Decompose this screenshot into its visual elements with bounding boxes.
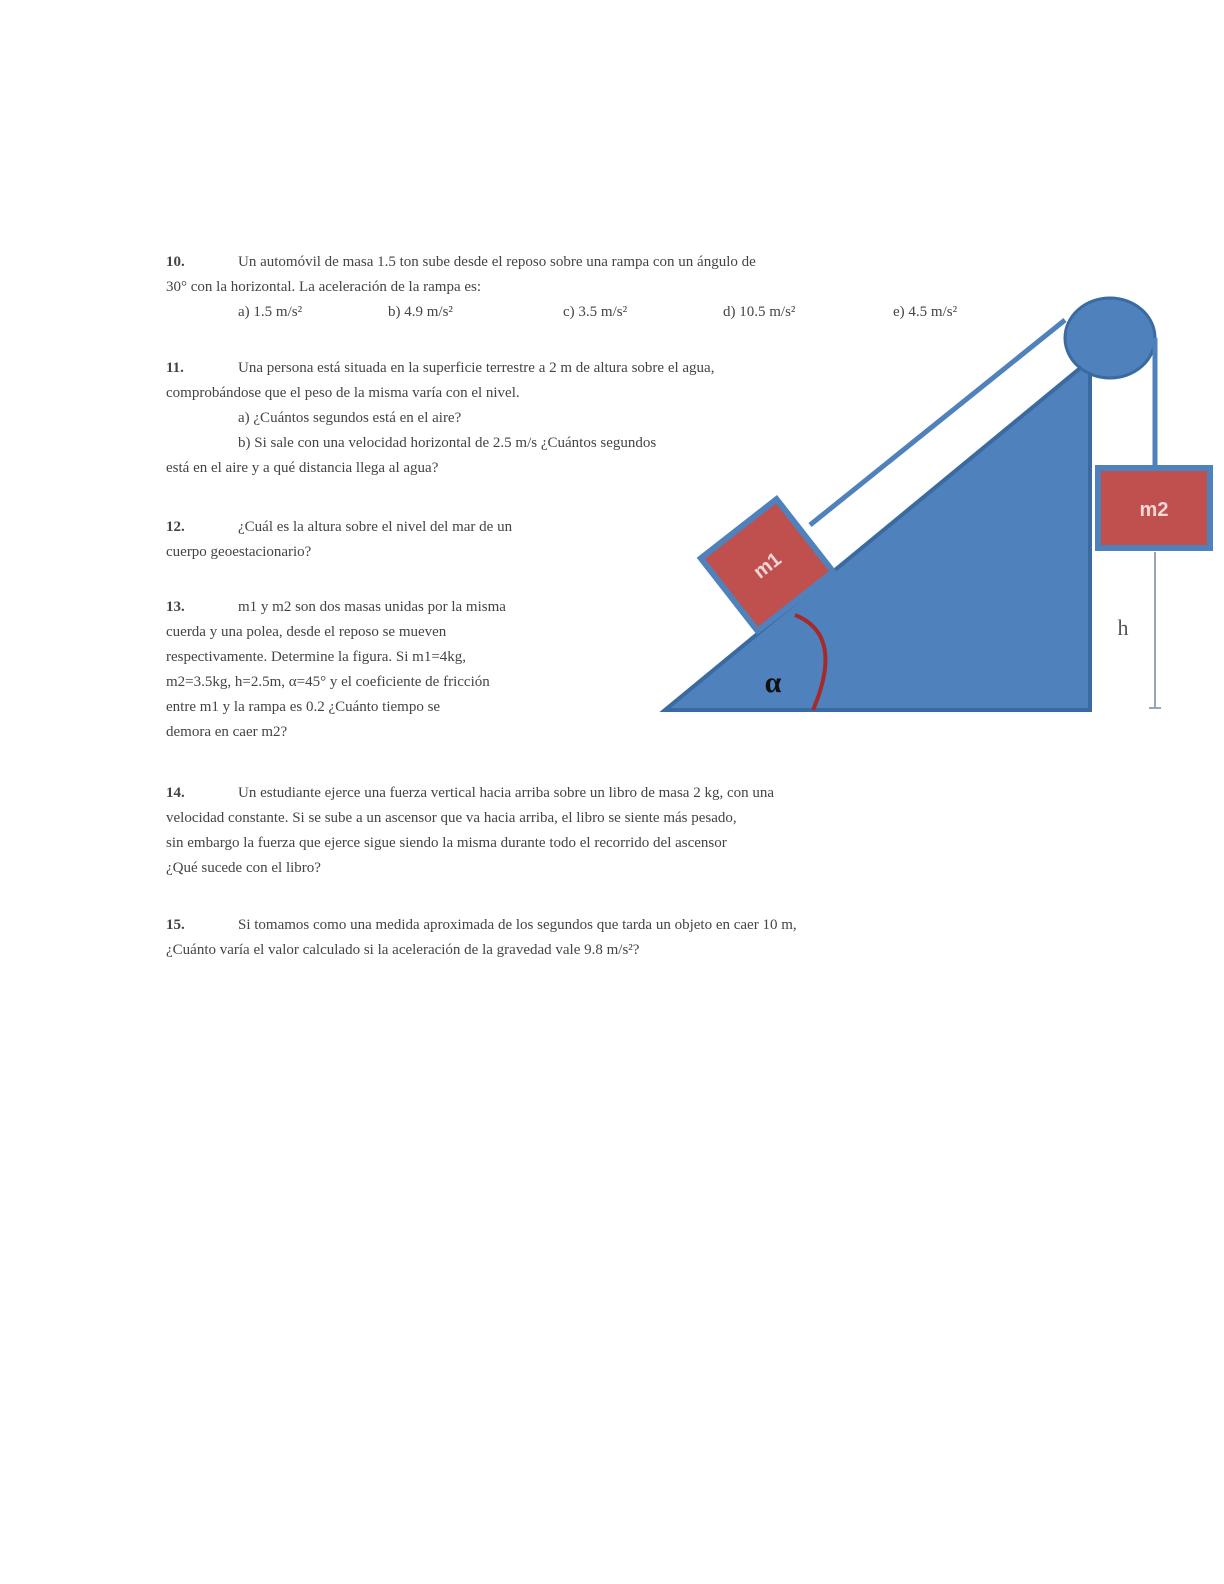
problem-number: 14.	[166, 785, 185, 801]
problem-text: Un automóvil de masa 1.5 ton sube desde el reposo sobre una rampa con un ángulo de	[238, 254, 756, 270]
problem-text: Una persona está situada en la superficie terrestre a 2 m de altura sobre el agua,	[238, 360, 715, 376]
problem-text: Si tomamos como una medida aproximada de los segundos que tarda un objeto en caer 10 m,	[238, 917, 797, 933]
problem-12	[166, 515, 646, 565]
problem-text: velocidad constante. Si se sube a un ascensor que va hacia arriba, el libro se siente más pesado,	[166, 810, 737, 826]
problem-text: 30° con la horizontal. La aceleración de la rampa es:	[166, 279, 482, 295]
problem-text: está en el aire y a qué distancia llega al agua?	[166, 460, 439, 476]
problem-text: respectivamente. Determine la figura. Si m1=4kg,	[166, 649, 467, 665]
problem-number: 10.	[166, 254, 185, 270]
problem-text: m2=3.5kg, h=2.5m, α=45° y el coeficiente de fricción	[166, 674, 490, 690]
block-m1-label: m1	[749, 548, 786, 584]
problem-13	[166, 595, 646, 745]
option-a: a) 1.5 m/s²	[238, 304, 303, 320]
option-e: e) 4.5 m/s²	[893, 304, 958, 320]
problem-number: 12.	[166, 519, 185, 535]
problem-text: sin embargo la fuerza que ejerce sigue siendo la misma durante todo el recorrido del ascensor	[166, 835, 727, 851]
problem-text: ¿Qué sucede con el libro?	[166, 860, 321, 876]
problem-number: 13.	[166, 599, 185, 615]
problem-number: 11.	[166, 360, 184, 376]
problem-text: b) Si sale con una velocidad horizontal de 2.5 m/s ¿Cuántos segundos	[238, 435, 657, 451]
problem-text: Un estudiante ejerce una fuerza vertical hacia arriba sobre un libro de masa 2 kg, con una	[238, 785, 775, 801]
height-label: h	[1117, 615, 1129, 640]
angle-label: α	[764, 666, 782, 699]
problem-text: a) ¿Cuántos segundos está en el aire?	[238, 410, 462, 426]
problem-text: entre m1 y la rampa es 0.2 ¿Cuánto tiempo se	[166, 699, 441, 715]
option-d: d) 10.5 m/s²	[723, 304, 796, 320]
problem-text: cuerpo geoestacionario?	[166, 544, 312, 560]
pulley-icon	[1065, 298, 1155, 378]
problem-15	[166, 913, 1056, 963]
problem-text: comprobándose que el peso de la misma varía con el nivel.	[166, 385, 520, 401]
block-m2-label: m2	[1139, 499, 1169, 521]
problem-text: ¿Cuál es la altura sobre el nivel del mar de un	[238, 519, 513, 535]
option-c: c) 3.5 m/s²	[563, 304, 628, 320]
problem-text: ¿Cuánto varía el valor calculado si la aceleración de la gravedad vale 9.8 m/s²?	[166, 942, 640, 958]
problem-number: 15.	[166, 917, 185, 933]
incline-pulley-diagram	[655, 290, 1220, 730]
problem-14	[166, 781, 1056, 881]
problem-text: cuerda y una polea, desde el reposo se mueven	[166, 624, 447, 640]
option-b: b) 4.9 m/s²	[388, 304, 453, 320]
problem-text: demora en caer m2?	[166, 724, 288, 740]
problem-text: m1 y m2 son dos masas unidas por la misma	[238, 599, 506, 615]
